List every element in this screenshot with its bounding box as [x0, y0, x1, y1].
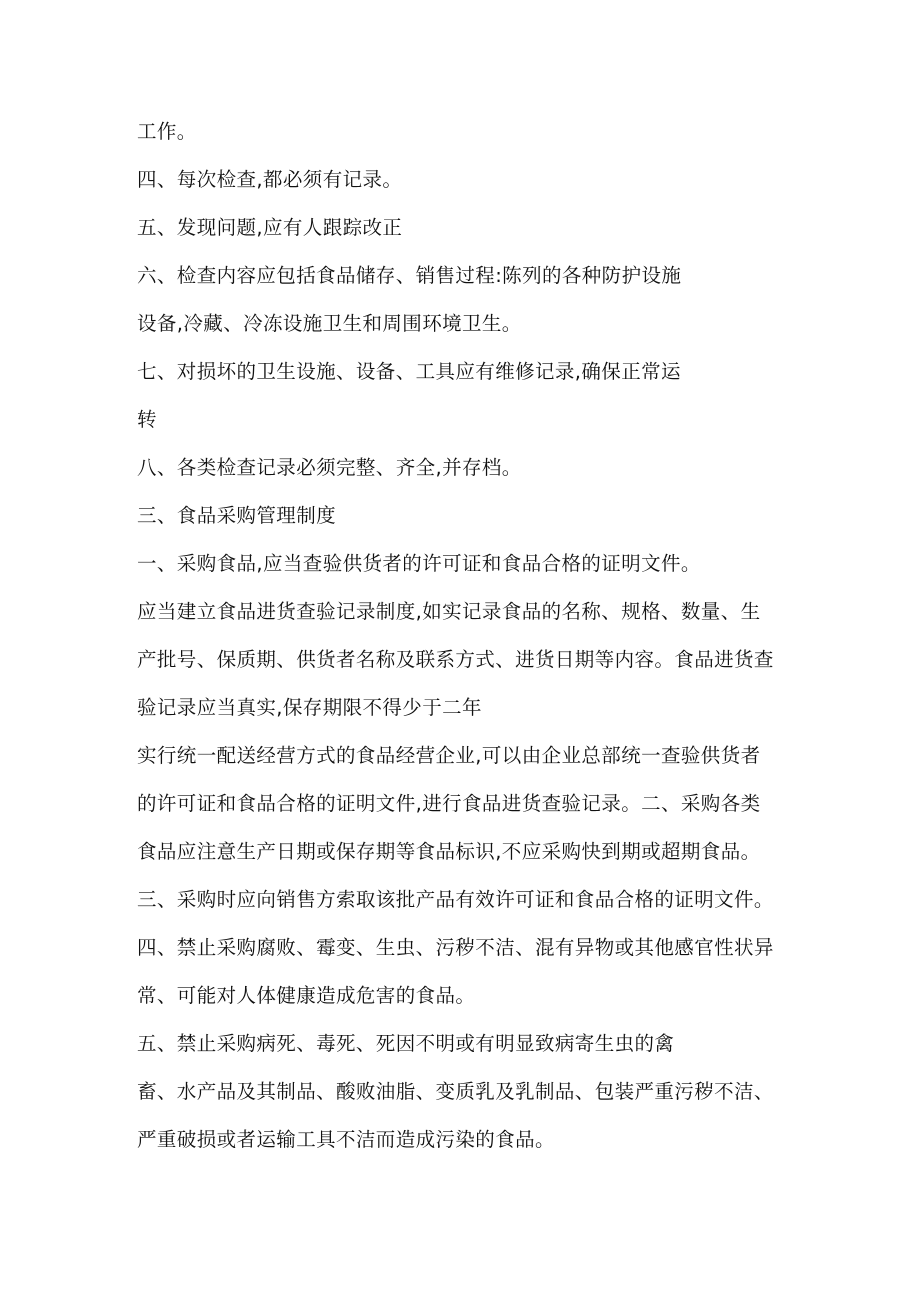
text-line: 五、发现问题,应有人跟踪改正	[137, 216, 403, 239]
text-line: 畜、水产品及其制品、酸败油脂、变质乳及乳制品、包装严重污秽不洁、	[137, 1080, 774, 1103]
text-line: 常、可能对人体健康造成危害的食品。	[137, 984, 476, 1007]
text-line: 严重破损或者运输工具不洁而造成污染的食品。	[137, 1128, 555, 1151]
document-body	[137, 112, 787, 1168]
text-line: 一、采购食品,应当查验供货者的许可证和食品合格的证明文件。	[137, 552, 701, 575]
text-line: 八、各类检查记录必须完整、齐全,并存档。	[137, 456, 522, 479]
text-line: 七、对损坏的卫生设施、设备、工具应有维修记录,确保正常运	[137, 360, 681, 383]
text-line: 四、每次检查,都必须有记录。	[137, 168, 403, 191]
text-line: 四、禁止采购腐败、霉变、生虫、污秽不洁、混有异物或其他感官性状异	[137, 936, 774, 959]
text-line: 应当建立食品进货查验记录制度,如实记录食品的名称、规格、数量、生	[137, 600, 761, 623]
text-line: 设备,冷藏、冷冻设施卫生和周围环境卫生。	[137, 312, 522, 335]
text-line: 六、检查内容应包括食品储存、销售过程:陈列的各种防护设施	[137, 264, 682, 287]
text-line: 三、采购时应向销售方索取该批产品有效许可证和食品合格的证明文件。	[137, 888, 774, 911]
text-line: 的许可证和食品合格的证明文件,进行食品进货查验记录。二、采购各类	[137, 792, 761, 815]
text-line: 转	[137, 408, 157, 431]
text-line: 产批号、保质期、供货者名称及联系方式、进货日期等内容。食品进货查	[137, 648, 774, 671]
text-line: 工作。	[137, 120, 197, 143]
text-line: 五、禁止采购病死、毒死、死因不明或有明显致病寄生虫的禽	[137, 1032, 675, 1055]
text-line: 食品应注意生产日期或保存期等食品标识,不应采购快到期或超期食品。	[137, 840, 761, 863]
text-line: 实行统一配送经营方式的食品经营企业,可以由企业总部统一查验供货者	[137, 744, 761, 767]
section-heading: 三、食品采购管理制度	[137, 504, 337, 527]
text-line: 验记录应当真实,保存期限不得少于二年	[137, 696, 482, 719]
